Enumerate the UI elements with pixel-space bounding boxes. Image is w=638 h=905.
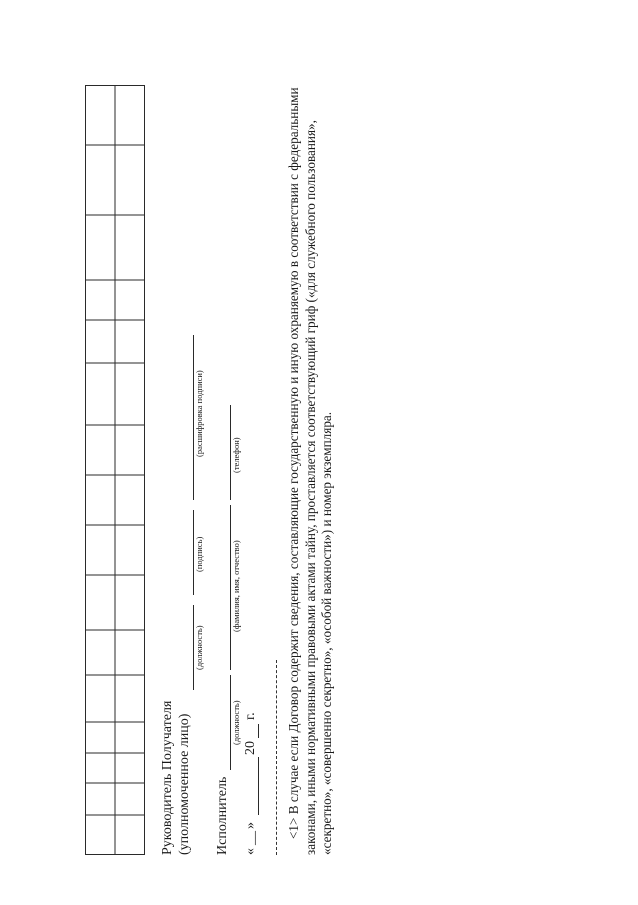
executor-name-hint: (фамилия, имя, отчество) — [231, 540, 241, 632]
recipient-head-label: Руководитель Получателя — [160, 700, 175, 855]
date-year-suffix: г. — [243, 712, 258, 720]
footnote-separator — [276, 660, 277, 855]
executor-label: Исполнитель — [215, 776, 230, 855]
rotated-landscape-content — [50, 75, 420, 855]
executor-position-hint: (должность) — [231, 700, 241, 745]
executor-phone-hint: (телефон) — [231, 437, 241, 473]
date-day-placeholder: __ — [243, 831, 258, 845]
date-open-quote: « — [243, 848, 258, 855]
recipient-decoding-hint: (расшифровка подписи) — [194, 370, 204, 457]
empty-grid-table — [85, 85, 145, 855]
footnote-text: <1> В случае если Договор содержит сведения, составляющие государственную и иную охраняемую в соответствии с федеральными законами, иными нормативными правовыми актами тайну, проставляется соответствующий гриф («для служебного пользования», «секретно», «совершенно секретно», «особой важности») и номер экземпляра. — [286, 87, 334, 855]
recipient-position-hint: (должность) — [194, 625, 204, 670]
date-year-line — [258, 724, 259, 738]
recipient-signature-hint: (подпись) — [194, 536, 204, 572]
date-year-prefix: 20 — [243, 741, 258, 755]
date-month-line — [258, 757, 259, 815]
recipient-authorized-label: (уполномоченное лицо) — [177, 713, 192, 855]
date-close-quote: » — [243, 822, 258, 829]
